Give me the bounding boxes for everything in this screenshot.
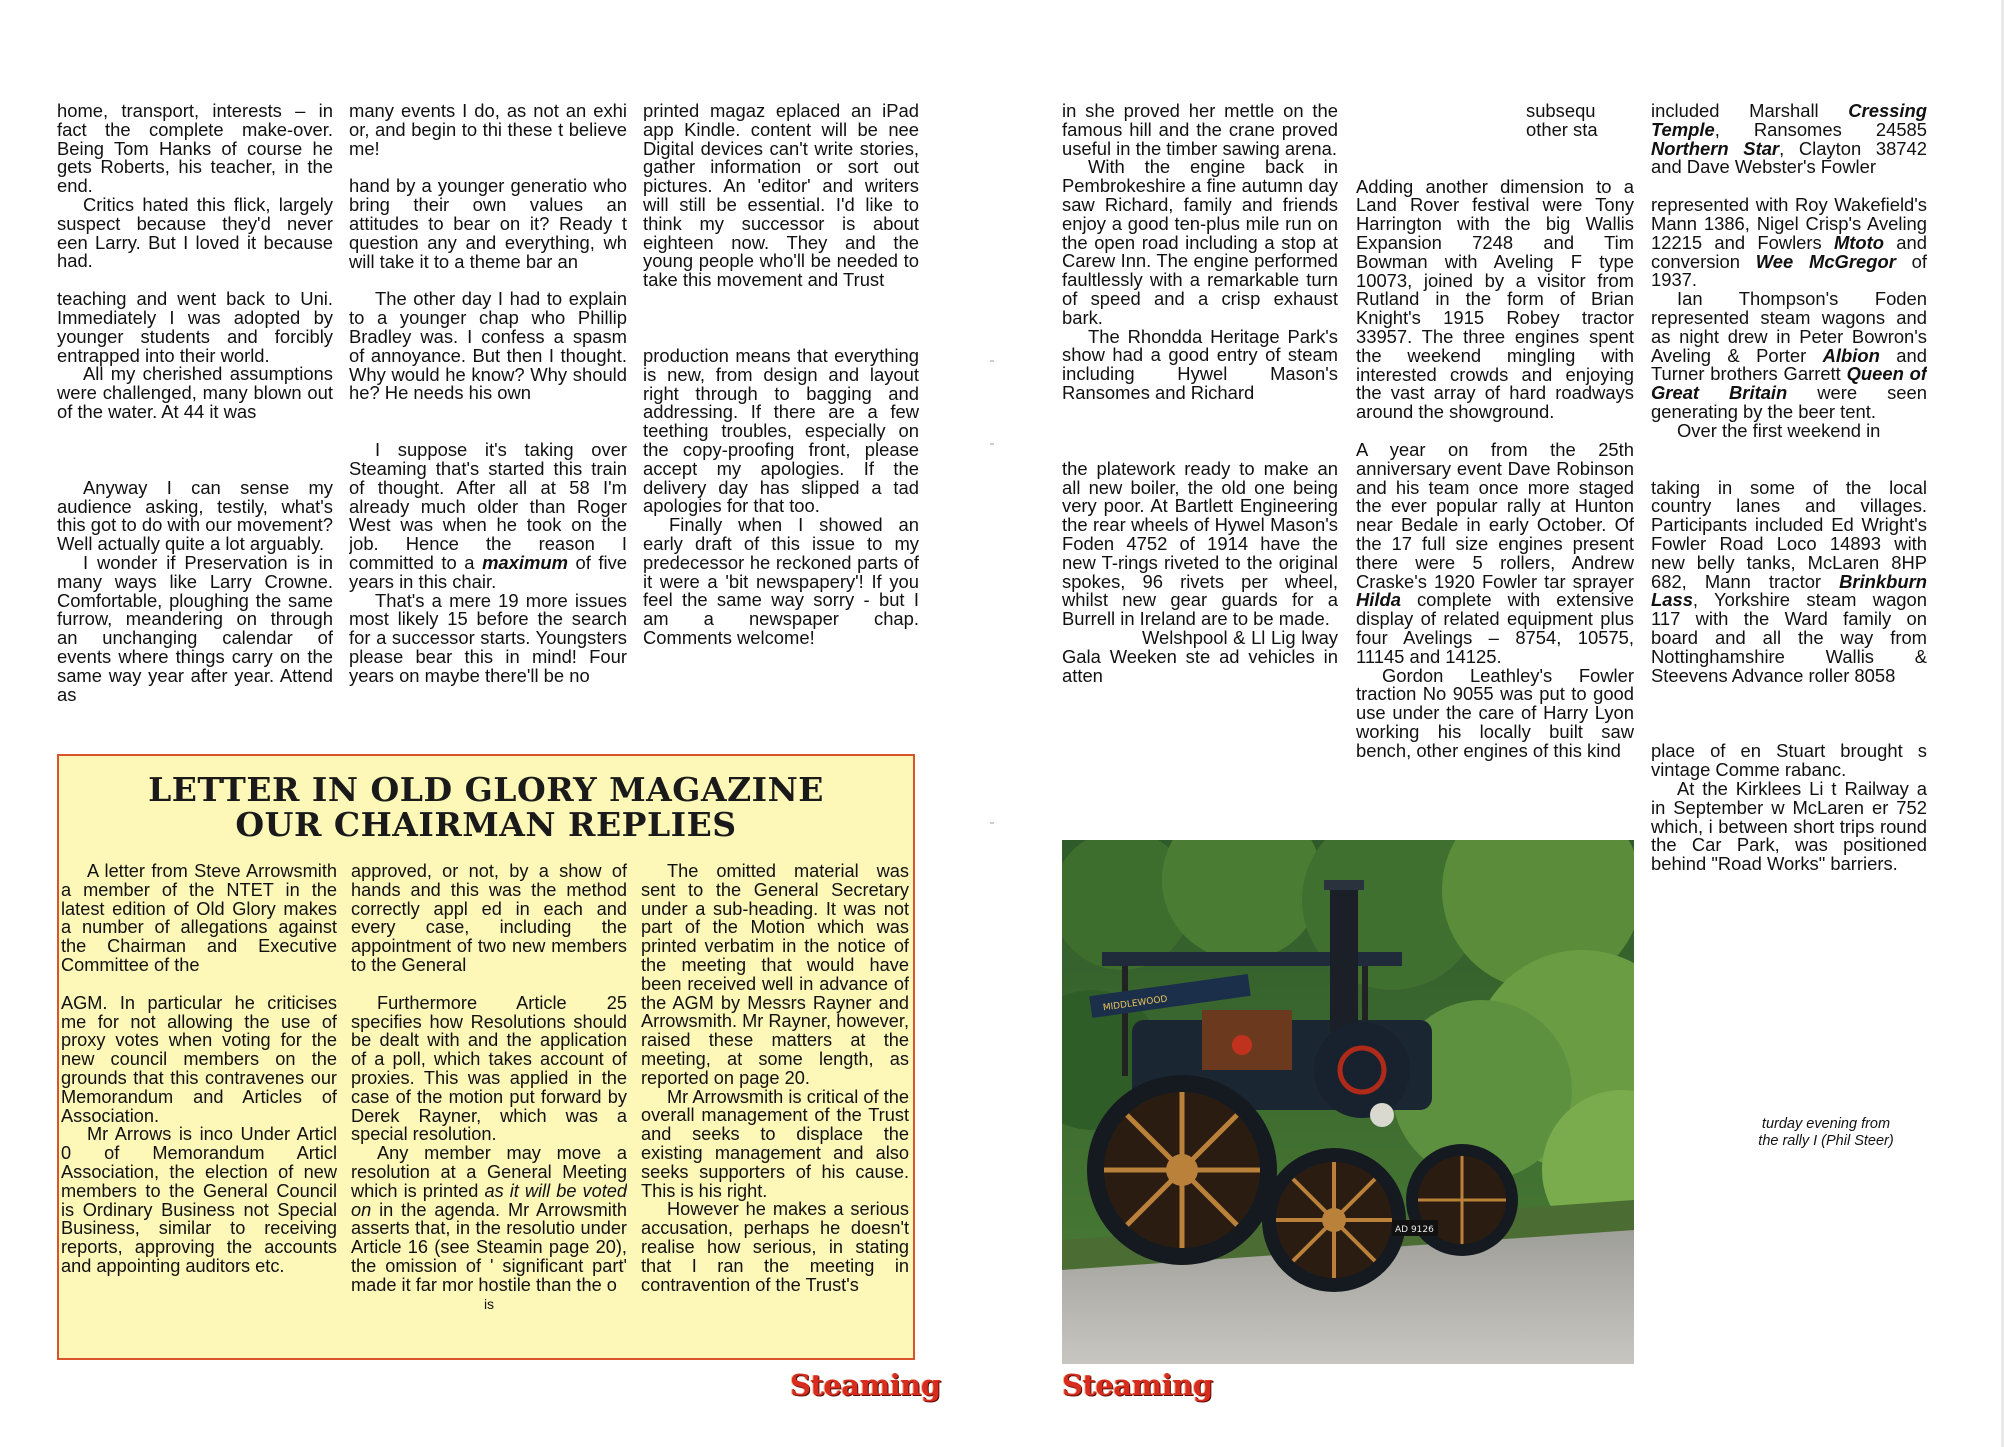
heading-line: LETTER IN OLD GLORY MAGAZINE (148, 770, 824, 809)
steaming-logo: Steaming (1062, 1368, 1213, 1402)
text-block: home, transport, interests – in fact the complete make-over. Being Tom Hanks of course he gets Roberts, his teacher, in the end. (57, 102, 333, 197)
right-col-3 (1651, 102, 1927, 938)
text-block: printed magaz eplaced an iPad app Kindle. content will be nee Digital devices can't write stories, gather information or sort out pictures. An 'editor' and writers will still be essential. I'd like to think my successor is about eighteen now. They and the young people who'll be needed to take this movement and Trust (643, 102, 919, 291)
left-col-1 (57, 102, 333, 704)
text-block: The other day I had to explain to a younger chap who Phillip Bradley was. I confess a spasm of annoyance. But then I thought. Why would he know? Why should he? He needs his own (349, 288, 627, 404)
text-block: taking in some of the local country lanes and villages. Participants included Ed Wright's Fowler Road Loco 14893 with new belly tanks, McLaren 8HP 682, Mann tractor Brinkburn Lass, Yorkshire steam wagon 117 with the Ward family on board and all the way from Nottinghamshire Wallis & Steevens Advance roller 8058 (1651, 476, 1927, 686)
text-block: place of en Stuart brought s vintage Comme rabanc. (1651, 740, 1927, 781)
text-block: Adding another dimension to a Land Rover festival were Tony Harrington with the big Wallis Expansion 7248 and Tim Bowman with Aveling F type 10073, joined by a visitor from Rutland in the form of Brian Knight's 1915 Robey tractor 33957. The three engines spent the weekend mingling with interested crowds and enjoying the vast array of hard roadways around the showground. (1356, 175, 1634, 423)
text-block: Critics hated this flick, largely suspect because they'd never een Larry. But I loved it because had. (57, 193, 333, 272)
text-block: A letter from Steve Arrowsmith a member of the NTET in the latest edition of Old Glory makes a number of allegations against the Chairman and Executive Committee of the (61, 862, 337, 975)
text-block: represented with Roy Wakefield's Mann 1386, Nigel Crisp's Aveling 12215 and Fowlers Mtoto and conversion Wee McGregor of 1937. (1651, 194, 1927, 291)
traction-engine-illustration (1062, 840, 1634, 1364)
letter-col-1 (61, 862, 337, 1332)
text-block: in she proved her mettle on the famous hill and the crane proved useful in the timber sawing arena. (1062, 102, 1338, 159)
text-block: Gordon Leathley's Fowler traction No 9055 was put to good use under the care of Harry Lyon working his locally built saw bench, other engines of this kind (1356, 664, 1634, 761)
letter-box (57, 754, 915, 1360)
text-block: Over the first weekend in (1677, 419, 1881, 441)
right-col-1 (1062, 102, 1338, 728)
text-block: approved, or not, by a show of hands and this was the method correctly appl ed in each and every case, including the appointment of two new members to the General (351, 862, 627, 975)
traction-engine-photo (1062, 840, 1634, 1364)
text-block: All my cherished assumptions were challenged, many blown out of the water. At 44 it was (57, 363, 333, 422)
text-block: Any member may move a resolution at a General Meeting which is printed as it will be voted on in the agenda. Mr Arrowsmith asserts that, in the resolutio under Article 16 (see Steamin page 20), the omission of ' significant part' made it far mor hostile than the o (351, 1143, 627, 1295)
text-block: Welshpool & Ll Lig lway Gala Weeken ste ad vehicles in atten (1062, 626, 1338, 686)
engine-nameboard: MIDDLEWOOD (1102, 994, 1169, 1014)
left-col-3 (643, 102, 919, 704)
heading-line: OUR CHAIRMAN REPLIES (235, 805, 737, 844)
text-block: Furthermore Article 25 specifies how Resolutions should be dealt with and the application of a poll, which takes account of proxies. This was applied in the case of the motion put forward by Derek Rayner, which was a special resolution. (351, 992, 627, 1145)
text-block: However he makes a serious accusation, perhaps he doesn't realise how serious, in stating that I ran the meeting in contravention of the Trust's (641, 1199, 909, 1295)
letter-heading (59, 772, 913, 842)
text-block: That's a mere 19 more issues most likely 15 before the search for a successor starts. Youngsters please bear this in mind! Four years on maybe there'll be no (349, 589, 627, 686)
text-block: included Marshall Cressing Temple, Ransomes 24585 Northern Star, Clayton 38742 and Dave Webster's Fowler (1651, 102, 1927, 178)
text-block: The Rhondda Heritage Park's show had a good entry of steam including Hywel Mason's Ransomes and Richard (1062, 325, 1338, 403)
text-block: I wonder if Preservation is in many ways like Larry Crowne. Comfortable, ploughing the same furrow, meandering on through an unchanging calendar of events where things carry on the same way year after year. Attend as (57, 551, 333, 704)
steaming-logo: Steaming (790, 1368, 941, 1402)
text-block: Finally when I showed an early draft of this issue to my predecessor he reckoned parts of it were a 'bit newspapery'! If you feel the same way sorry - but I am a newspaper chap. Comments welcome! (643, 514, 919, 648)
text-block: many events I do, as not an exhi or, and begin to thi these t believe me! (349, 102, 627, 159)
text-block: At the Kirklees Li t Railway a in September w McLaren er 752 which, i between short trips round the Car Park, was positioned behind "Road Works" barriers. (1651, 777, 1927, 875)
text-block: Ian Thompson's Foden represented steam wagons and as night drew in Peter Bowron's Aveling & Porter Albion and Turner brothers Garrett Queen of Great Britain were seen generating by the beer tent. (1651, 288, 1927, 422)
text-block: hand by a younger generatio who bring their own values an attitudes to bear on it? Ready t question any and everything, wh will take it to a theme bar an (349, 175, 627, 272)
text-block: With the engine back in Pembrokeshire a fine autumn day saw Richard, family and friends enjoy a good ten-plus mile run on the open road including a stop at Carew Inn. The engine performed faultlessly with a remarkable turn of speed and a crisp exhaust bark. (1062, 156, 1338, 328)
engine-number-plate: AD 9126 (1395, 1225, 1434, 1235)
text-block: The omitted material was sent to the General Secretary under a sub-heading. It was not part of the Motion which was printed verbatim in the notice of the meeting that would have been received well in advance of the AGM by Messrs Rayner and Arrowsmith. Mr Rayner, however, raised these matters at the meeting, at some length, as reported on page 20. (641, 862, 909, 1088)
text-block: subsequ other sta (1526, 102, 1598, 140)
letter-col-3 (641, 862, 909, 1332)
text-block: the platework ready to make an all new boiler, the old one being very poor. At Bartlett Engineering the rear wheels of Hywel Mason's Foden 4752 of 1914 have the new T-rings riveted to the original spokes, 96 rivets per wheel, whilst new gear guards for a Burrell in Ireland are to be made. (1062, 457, 1338, 630)
text-block: Anyway I can sense my audience asking, testily, what's this got to do with our movement? Well actually quite a lot arguably. (57, 476, 333, 555)
left-col-2 (349, 102, 627, 704)
letter-col-2 (351, 862, 627, 1332)
text-block: A year on from the 25th anniversary event Dave Robinson and his team once more staged the ever popular rally at Hunton near Bedale in early October. Of the 17 full size engines present there were 5 rollers, Andrew Craske's 1920 Fowler tar sprayer Hilda complete with extensive display of related equipment plus four Avelings – 8754, 10575, 11145 and 14125. (1356, 438, 1634, 667)
text-block: Mr Arrowsmith is critical of the overall management of the Trust and seeks to displace the existing management and also seeks supporters of his cause. This is his right. (641, 1086, 909, 1201)
right-col-2 (1356, 102, 1634, 806)
text-block: AGM. In particular he criticises me for not allowing the use of proxy votes when voting for the new council members on the grounds that this contravenes our Memorandum and Articles of Association. (61, 992, 337, 1126)
text-block: teaching and went back to Uni. Immediately I was adopted by younger students and forcibly entrapped into their world. (57, 288, 333, 366)
text-block: Mr Arrows is inco Under Articl 0 of Memorandum Articl Association, the election of new members to the General Council is Ordinary Business not Special Business, similar to receiving reports, approving the accounts and appointing auditors etc. (61, 1124, 337, 1276)
text-block: I suppose it's taking over Steaming that's started this train of thought. After all at 58 I'm already much older than Roger West was when he took on the job. Hence the reason I committed to a maximum of five years in this chair. (349, 439, 627, 592)
text-block: production means that everything is new, from design and layout right through to bagging and addressing. If there are a few teething troubles, especially on the copy-proofing front, please accept my apologies. If the delivery day has slipped a tad apologies for that too. (643, 344, 919, 517)
text-fragment: is (483, 1295, 495, 1312)
photo-caption: turday evening from the rally I (Phil Steer) (1758, 1116, 1894, 1149)
